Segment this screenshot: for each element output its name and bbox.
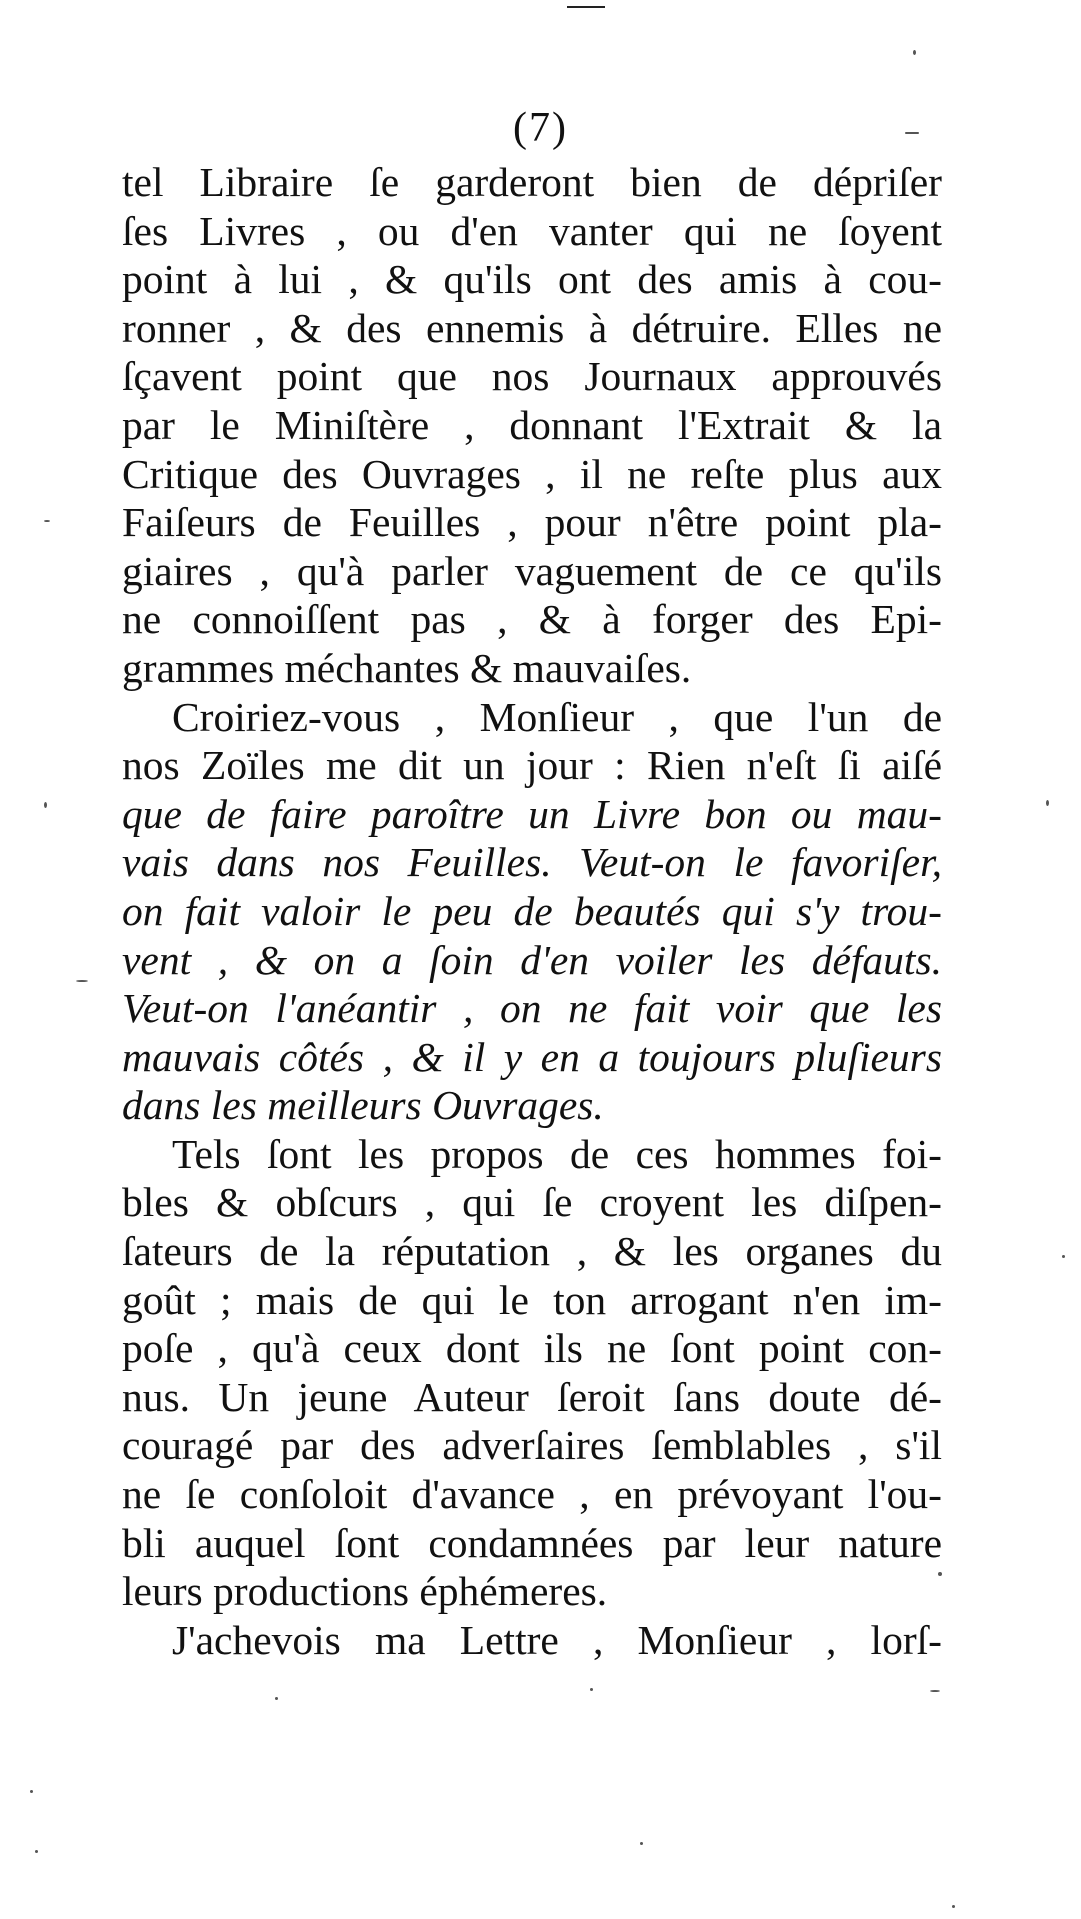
text-line: ronner , & des ennemis à détruire. Elles ne: [122, 304, 942, 351]
text-line: giaires , qu'à parler vaguement de ce qu'ils: [122, 547, 942, 594]
paper-speck: [913, 50, 916, 55]
paper-speck: [76, 980, 88, 982]
text-line: par le Miniſtère , donnant l'Extrait & la: [122, 401, 942, 448]
text-line: Tels ſont les propos de ces hommes foi-: [172, 1130, 942, 1177]
text-line: mauvais côtés , & il y en a toujours pluſieurs: [122, 1033, 942, 1080]
text-line: Faiſeurs de Feuilles , pour n'être point pla-: [122, 499, 942, 546]
paper-speck: [930, 1690, 940, 1692]
paper-speck: [44, 802, 47, 808]
text-line: vent , & on a ſoin d'en voiler les défauts.: [122, 936, 942, 983]
text-line: tel Libraire ſe garderont bien de dépriſer: [122, 159, 942, 205]
paper-speck: [952, 1905, 955, 1908]
text-line: nos Zoïles me dit un jour : Rien n'eſt ſi aiſé: [122, 742, 942, 789]
text-line: poſe , qu'à ceux dont ils ne ſont point con-: [122, 1325, 942, 1372]
text-line: J'achevois ma Lettre , Monſieur , lorſ-: [172, 1616, 942, 1663]
text-line: ſçavent point que nos Journaux approuvés: [122, 353, 942, 400]
text-line: couragé par des adverſaires ſemblables , s'il: [122, 1422, 942, 1469]
paper-speck: [1046, 800, 1049, 806]
text-line: nus. Un jeune Auteur ſeroit ſans doute dé-: [122, 1373, 942, 1420]
top-rule: [567, 6, 605, 8]
text-line: vais dans nos Feuilles. Veut-on le favoriſer,: [122, 839, 942, 886]
text-line: ne connoiſſent pas , & à forger des Epi-: [122, 596, 942, 643]
text-line: que de faire paroître un Livre bon ou mau-: [122, 790, 942, 837]
text-line: goût ; mais de qui le ton arrogant n'en im-: [122, 1276, 942, 1323]
body-text: [122, 158, 942, 1664]
paper-speck: [905, 132, 919, 134]
text-line: bli auquel ſont condamnées par leur nature: [122, 1519, 942, 1566]
paper-speck: [1062, 1255, 1065, 1258]
text-line: Critique des Ouvrages , il ne reſte plus aux: [122, 450, 942, 497]
paper-speck: [30, 1790, 33, 1793]
paper-speck: [590, 1688, 593, 1691]
text-line: leurs productions éphémeres.: [122, 1568, 608, 1615]
text-line: Veut-on l'anéantir , on ne fait voir que les: [122, 985, 942, 1032]
text-line: on fait valoir le peu de beautés qui s'y trou-: [122, 887, 942, 934]
text-line: ne ſe conſoloit d'avance , en prévoyant l'ou-: [122, 1471, 942, 1518]
text-line: ſes Livres , ou d'en vanter qui ne ſoyent: [122, 207, 942, 254]
paper-speck: [44, 520, 50, 522]
page-number: (7): [513, 105, 568, 151]
text-line: dans les meilleurs Ouvrages.: [122, 1082, 604, 1129]
paper-speck: [275, 1697, 278, 1700]
text-line: ſateurs de la réputation , & les organes du: [122, 1228, 942, 1275]
text-line: grammes méchantes & mauvaiſes.: [122, 644, 692, 691]
text-line: bles & obſcurs , qui ſe croyent les diſpen-: [122, 1179, 942, 1226]
paper-speck: [640, 1842, 643, 1845]
paper-speck: [35, 1850, 38, 1853]
paper-speck: [938, 1572, 942, 1576]
text-line: point à lui , & qu'ils ont des amis à cou-: [122, 256, 942, 303]
text-line: Croiriez-vous , Monſieur , que l'un de: [172, 693, 942, 740]
